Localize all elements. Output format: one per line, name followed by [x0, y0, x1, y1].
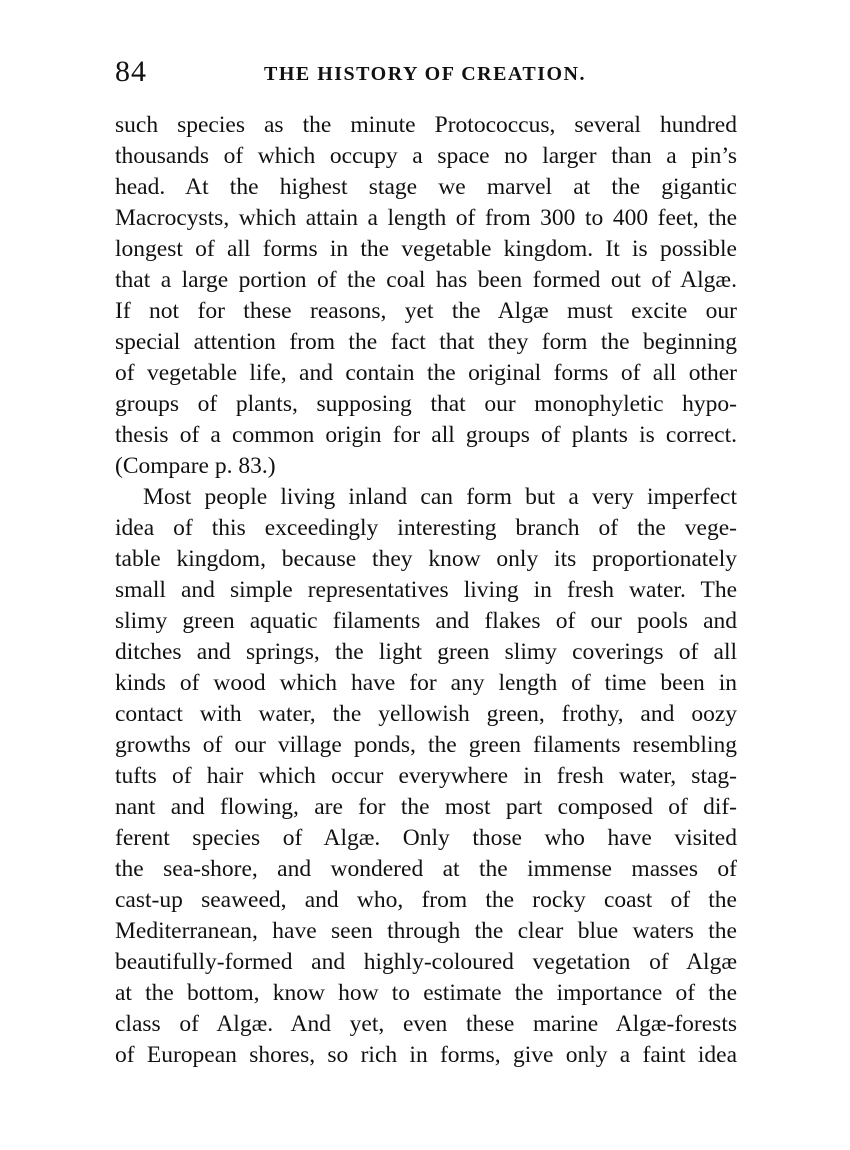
- text-line: Mediterranean, have seen through the clear blue waters the: [115, 918, 737, 944]
- text-line: beautifully-formed and highly-coloured vegetation of Algæ: [115, 949, 737, 975]
- text-line: thesis of a common origin for all groups of plants is correct.: [115, 422, 737, 448]
- text-line: of European shores, so rich in forms, give only a faint idea: [115, 1042, 737, 1068]
- text-line: slimy green aquatic filaments and flakes of our pools and: [115, 608, 737, 634]
- text-line: longest of all forms in the vegetable kingdom. It is possible: [115, 236, 737, 262]
- text-line: idea of this exceedingly interesting branch of the vege-: [115, 515, 737, 541]
- text-line: that a large portion of the coal has been formed out of Algæ.: [115, 267, 737, 293]
- text-line: (Compare p. 83.): [115, 453, 276, 479]
- text-line: ferent species of Algæ. Only those who have visited: [115, 825, 737, 851]
- text-line: cast-up seaweed, and who, from the rocky coast of the: [115, 887, 737, 913]
- page-number: 84: [115, 55, 147, 88]
- text-line: ditches and springs, the light green slimy coverings of all: [115, 639, 737, 665]
- text-line: Most people living inland can form but a very imperfect: [143, 484, 737, 510]
- text-line: growths of our village ponds, the green filaments resembling: [115, 732, 737, 758]
- text-line: groups of plants, supposing that our monophyletic hypo-: [115, 391, 737, 417]
- text-line: kinds of wood which have for any length of time been in: [115, 670, 737, 696]
- text-line: nant and flowing, are for the most part composed of dif-: [115, 794, 737, 820]
- text-line: special attention from the fact that they form the beginning: [115, 329, 737, 355]
- text-line: of vegetable life, and contain the original forms of all other: [115, 360, 737, 386]
- text-line: the sea-shore, and wondered at the immense masses of: [115, 856, 737, 882]
- running-title: THE HISTORY OF CREATION.: [263, 63, 586, 85]
- text-line: such species as the minute Protococcus, several hundred: [115, 112, 737, 138]
- text-line: table kingdom, because they know only its proportionately: [115, 546, 737, 572]
- text-line: thousands of which occupy a space no larger than a pin’s: [115, 143, 737, 169]
- text-line: contact with water, the yellowish green, frothy, and oozy: [115, 701, 737, 727]
- page-header: [115, 52, 735, 92]
- paragraph: [115, 482, 737, 1071]
- text-line: head. At the highest stage we marvel at the gigantic: [115, 174, 737, 200]
- paragraph: [115, 110, 737, 482]
- text-line: tufts of hair which occur everywhere in fresh water, stag-: [115, 763, 737, 789]
- text-line: class of Algæ. And yet, even these marine Algæ-forests: [115, 1011, 737, 1037]
- body-text: [115, 110, 737, 1071]
- text-line: If not for these reasons, yet the Algæ must excite our: [115, 298, 737, 324]
- text-line: at the bottom, know how to estimate the importance of the: [115, 980, 737, 1006]
- text-line: Macrocysts, which attain a length of from 300 to 400 feet, the: [115, 205, 737, 231]
- text-line: small and simple representatives living in fresh water. The: [115, 577, 737, 603]
